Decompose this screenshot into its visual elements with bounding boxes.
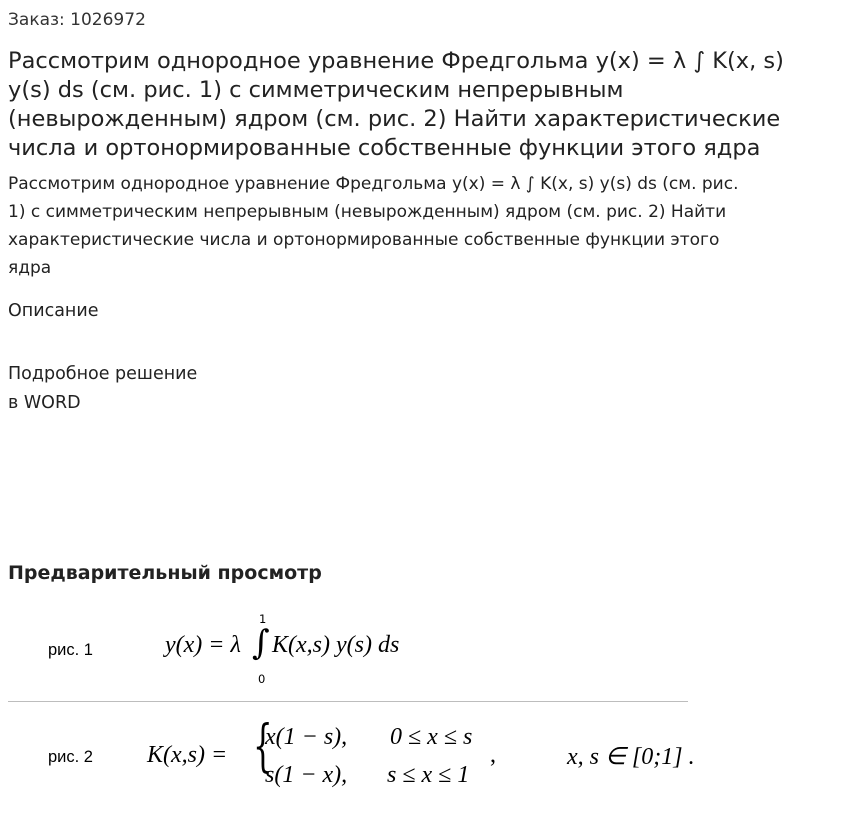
- formula-lhs: y(x) = λ: [165, 632, 241, 658]
- case-2-expression: s(1 − x),: [265, 762, 348, 788]
- description-line: характеристические числа и ортонормированные собственные функции этого: [8, 230, 720, 250]
- separator-comma: ,: [490, 742, 496, 768]
- description-line: ядра: [8, 258, 52, 278]
- solution-line: Подробное решение: [8, 364, 198, 384]
- figure-divider: [8, 701, 688, 702]
- order-number: Заказ: 1026972: [8, 10, 146, 30]
- title-line: (невырожденным) ядром (см. рис. 2) Найти характеристические: [8, 106, 781, 132]
- description-line: Рассмотрим однородное уравнение Фредгольма y(x) = λ ∫ K(x, s) y(s) ds (см. рис.: [8, 174, 739, 194]
- title-line: Рассмотрим однородное уравнение Фредгольма y(x) = λ ∫ K(x, s): [8, 48, 784, 74]
- formula-rhs: K(x,s) y(s) ds: [272, 632, 400, 658]
- cases-brace: {: [253, 714, 273, 779]
- case-1-condition: 0 ≤ x ≤ s: [390, 724, 473, 750]
- figure-2-label: рис. 2: [48, 748, 93, 766]
- integral-upper-limit: 1: [259, 612, 267, 626]
- integral-lower-limit: 0: [258, 672, 266, 686]
- case-2-condition: s ≤ x ≤ 1: [387, 762, 470, 788]
- description-line: 1) с симметрическим непрерывным (невырожденным) ядром (см. рис. 2) Найти: [8, 202, 727, 222]
- section-label-description: Описание: [8, 301, 99, 321]
- case-1-expression: x(1 − s),: [265, 724, 348, 750]
- figure-1-label: рис. 1: [48, 641, 93, 659]
- integral-sign: ∫: [252, 623, 270, 663]
- preview-heading: Предварительный просмотр: [8, 562, 322, 584]
- solution-line: в WORD: [8, 393, 81, 413]
- domain-expression: x, s ∈ [0;1] .: [567, 744, 695, 770]
- kernel-lhs: K(x,s) =: [147, 742, 228, 768]
- title-line: числа и ортонормированные собственные функции этого ядра: [8, 135, 761, 161]
- title-line: y(s) ds (см. рис. 1) с симметрическим непрерывным: [8, 77, 624, 103]
